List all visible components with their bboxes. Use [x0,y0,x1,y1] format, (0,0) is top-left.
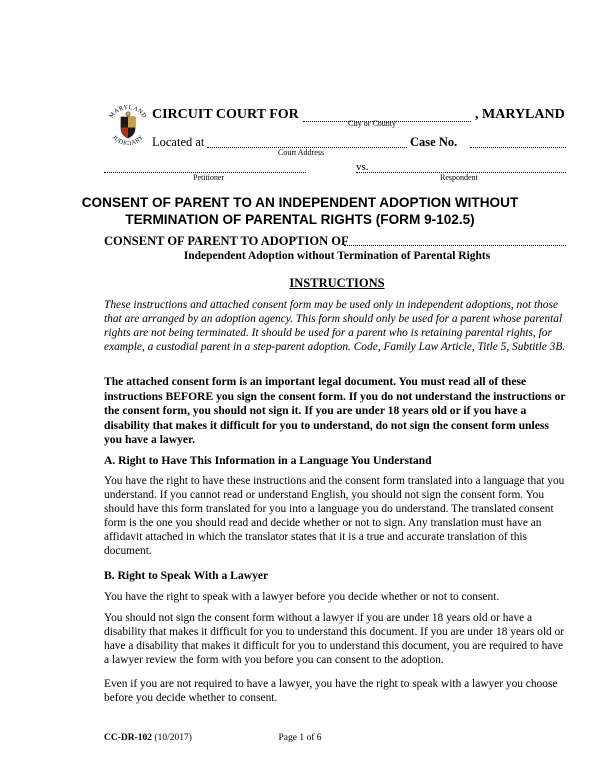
case-number-field[interactable] [470,147,566,148]
form-code [104,733,192,743]
section-a-heading: A. Right to Have This Information in a Language You Understand [104,454,432,467]
seal-top-text: MARYLAND [107,103,149,120]
city-caption: City or County [348,119,397,128]
location-line [152,135,572,153]
form-code-date: (10/2017) [154,733,192,743]
vs-label: vs. [356,161,369,173]
state-label: , MARYLAND [475,107,565,122]
form-code-number: CC-DR-102 [104,733,153,743]
page-number: Page 1 of 6 [278,733,322,743]
instructions-heading: INSTRUCTIONS [289,276,385,290]
address-caption: Court Address [278,148,324,157]
consent-subtitle: Independent Adoption without Termination of Parental Rights [183,250,491,262]
maryland-judiciary-seal-icon [103,100,153,150]
section-b-paragraph-1: You have the right to speak with a lawyer before you decide whether or not to consent. [104,591,500,603]
petitioner-caption: Petitioner [193,173,225,182]
section-a-paragraph: You have the right to have these instructions and the consent form translated into a language that you understand. If you cannot read or understand English, you should not sign the consent form. You should have this form translated for you into a language you do understand. The translated consent form is the one you should read and decide whether or not to sign. Any translation must have an affidavit attached in which the translator states that it is a true and accurate translation of this document. [104,475,565,558]
form-title-line-2: TERMINATION OF PARENTAL RIGHTS (FORM 9-102.5) [125,212,475,227]
form-title [60,194,540,228]
consent-label: CONSENT OF PARENT TO ADOPTION OF [104,234,349,248]
parties-line [104,161,570,185]
section-b-paragraph-2: You should not sign the consent form without a lawyer if you are under 18 years old or have a disability that makes it difficult for you to understand this document. If you are under 18 years old or have a disability that makes it difficult for you to understand this document, you are required to have a lawyer review the form with you before you can consent to the adoption. [104,612,565,667]
section-b-paragraph-3: Even if you are not required to have a lawyer, you have the right to speak with a lawyer you choose before you decide whether to consent. [104,678,558,705]
court-label: CIRCUIT COURT FOR [152,107,299,122]
case-number-label: Case No. [410,135,458,149]
consent-line [104,234,570,250]
intro-paragraph: These instructions and attached consent form may be used only in independent adoptions, not those that are arranged by an adoption agency. This form should only be used for a parent whose parental rights are not being terminated. It should be used for a parent who is retaining parental rights, for example, a custodial parent in a step-parent adoption. Code, Family Law Article, Title 5, Subtitle 3B. [104,299,566,354]
form-title-line-1: CONSENT OF PARENT TO AN INDEPENDENT ADOPTION WITHOUT [81,195,519,210]
adoptee-name-field[interactable] [344,245,566,246]
seal-bottom-text: JUDICIARY [110,133,146,148]
section-b-heading: B. Right to Speak With a Lawyer [104,569,269,582]
respondent-caption: Respondent [440,173,478,182]
warning-paragraph: The attached consent form is an important legal document. You must read all of these instructions BEFORE you sign the consent form. If you do not understand the instructions or the consent form, you should not sign it. If you are under 18 years old or if you have a disability that makes it difficult for you to understand, do not sign the consent form unless you have a lawyer. [104,375,566,447]
located-label: Located at [152,135,205,149]
